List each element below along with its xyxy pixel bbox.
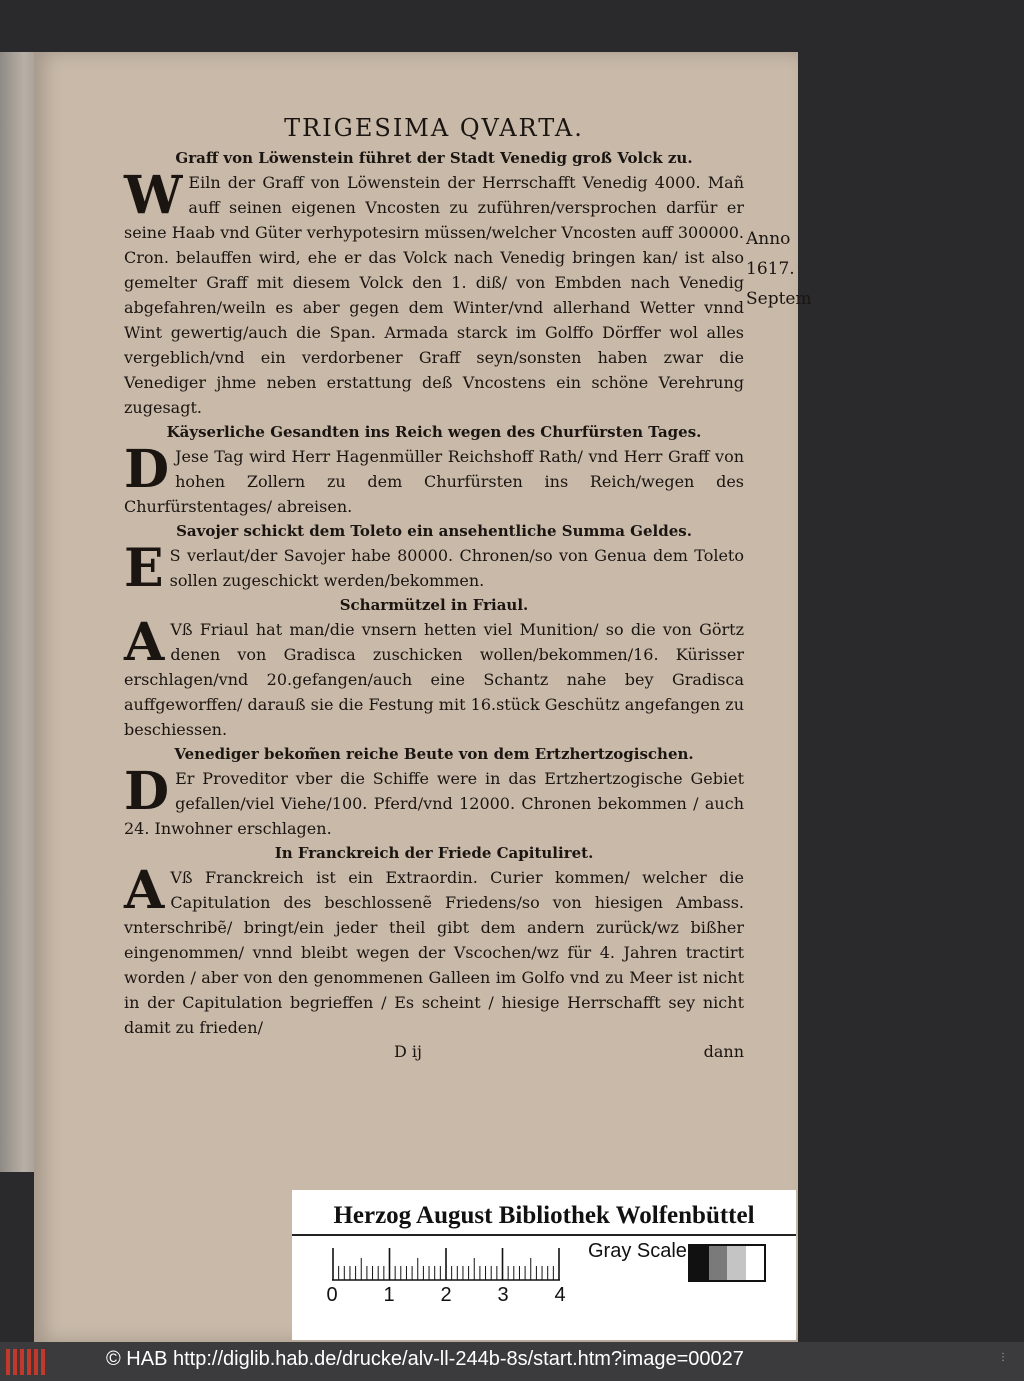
section-3 [124,521,744,599]
section-paragraph [124,761,744,841]
gray-scale-swatches [688,1244,766,1282]
page-text-block [124,114,744,1068]
ruler-number: 2 [440,1284,452,1306]
hab-logo-icon [6,1349,46,1375]
logo-bar [6,1349,10,1375]
section-heading: Savojer schickt dem Toleto ein ansehentliche Summa Geldes. [176,522,692,540]
footer-copyright-url[interactable]: © HAB http://diglib.hab.de/drucke/alv-ll-244b-8s/start.htm?image=00027 [106,1348,744,1370]
section-text: S verlaut/der Savojer habe 80000. Chronen/so von Genua dem Toleto sollen zugeschickt werden/bekommen. [169,546,744,590]
section-heading: In Franckreich der Friede Capituliret. [274,844,594,862]
section-text: Er Proveditor vber die Schiffe were in das Ertzhertzogische Gebiet gefallen/viel Viehe/100. Pferd/vnd 12000. Chronen bekommen / auch 24. Inwohner erschlagen. [124,769,744,838]
gray-scale-label: Gray Scale [588,1240,687,1262]
page-title: TRIGESIMA QVARTA. [284,114,584,142]
margin-note-line: 1617. [746,259,795,279]
ruler-number: 3 [497,1284,509,1306]
gray-swatch [709,1246,728,1280]
section-heading: Venediger bekom̃en reiche Beute von dem Ertzhertzogischen. [174,745,694,763]
gray-swatch [727,1246,746,1280]
section-heading: Graff von Löwenstein führet der Stadt Venedig groß Volck zu. [175,149,693,167]
section-4 [124,595,744,742]
drop-cap: A [124,612,165,673]
section-5 [124,744,744,841]
drop-cap: A [124,860,165,921]
catchword: dann [703,1042,744,1061]
margin-note-line: Septem [746,289,812,309]
logo-bar [13,1349,17,1375]
gray-swatch [746,1246,765,1280]
logo-bar [20,1349,24,1375]
logo-bar [27,1349,31,1375]
logo-bar [41,1349,45,1375]
section-heading: Scharmützel in Friaul. [339,596,529,614]
section-heading: Käyserliche Gesandten ins Reich wegen des Churfürsten Tages. [166,423,702,441]
section-paragraph [124,439,744,519]
section-text: Vß Friaul hat man/die vnsern hetten viel Munition/ so die von Görtz denen von Gradisca zuschicken wollen/bekommen/16. Kürisser erschlagen/vnd 20.gefangen/auch eine Schantz nahe bey Gradisca auffgeworffen/ darauß sie die Festung mit 16.stück Geschütz angefangen zu beschiessen. [124,620,744,739]
document-page [34,52,812,1342]
section-2 [124,422,744,519]
drop-cap: D [124,439,170,500]
ruler-number: 1 [383,1284,395,1306]
section-paragraph [124,538,744,599]
footer-bar [0,1342,1024,1381]
ruler-ticks [332,1246,572,1286]
margin-note-line: Anno [746,229,791,249]
section-paragraph [124,612,744,742]
section-paragraph [124,860,744,1040]
library-name: Herzog August Bibliothek Wolfenbüttel [292,1198,796,1236]
section-text: Jese Tag wird Herr Hagenmüller Reichshoff Rath/ vnd Herr Graff von hohen Zollern zu dem Churfürsten ins Reich/wegen des Churfürstentages/ abreisen. [124,447,744,516]
signature-line [124,1040,744,1068]
menu-dots-icon[interactable]: ⋮ [998,1352,1008,1363]
logo-bar [34,1349,38,1375]
signature-mark: D ij [394,1042,422,1061]
drop-cap: E [124,538,164,599]
section-1 [124,148,744,420]
scale-ruler-card [292,1190,796,1340]
drop-cap: D [124,761,170,822]
ruler-number: 0 [326,1284,338,1306]
gray-swatch [690,1246,709,1280]
section-paragraph [124,165,744,420]
section-6 [124,843,744,1040]
ruler-number: 4 [554,1284,566,1306]
drop-cap: W [124,165,183,226]
margin-note [746,224,826,314]
measurement-ruler [326,1246,572,1306]
section-text: Vß Franckreich ist ein Extraordin. Curier kommen/ welcher die Capitulation des beschlossenẽ Friedens/so von hiesigen Ambass. vnterschribẽ/ bringt/ein jeder theil gibt dem andern zurück/wz bißher eingenommen/ vnnd bleibt wegen der Vscochen/wz für 4. Jahren tractirt worden / aber von den genommenen Galleen im Golfo vnd zu Meer ist nicht in der Capitulation begrieffen / Es scheint / hiesige Herrschafft sey nicht damit zu frieden/ [124,868,744,1037]
section-text: Eiln der Graff von Löwenstein der Herrschafft Venedig 4000. Mañ auff seinen eigenen Vncosten zu zuführen/versprochen darfür er seine Haab vnd Güter verhypotesirn müssen/welcher Vncosten auff 300000. Cron. belauffen wird, ehe er das Volck nach Venedig bringen kan/ ist also gemelter Graff mit diesem Volck den 1. diß/ von Embden nach Venedig abgefahren/weiln es aber gegen dem Winter/vnd allerhand Wetter vnnd Wint gewertig/auch die Span. Armada starck im Golffo Dörffer wol alles vergeblich/vnd ein verdorbener Graff seyn/sonsten haben zwar die Venediger jhme neben erstattung deß Vncostens ein schöne Verehrung zugesagt. [124,173,744,417]
